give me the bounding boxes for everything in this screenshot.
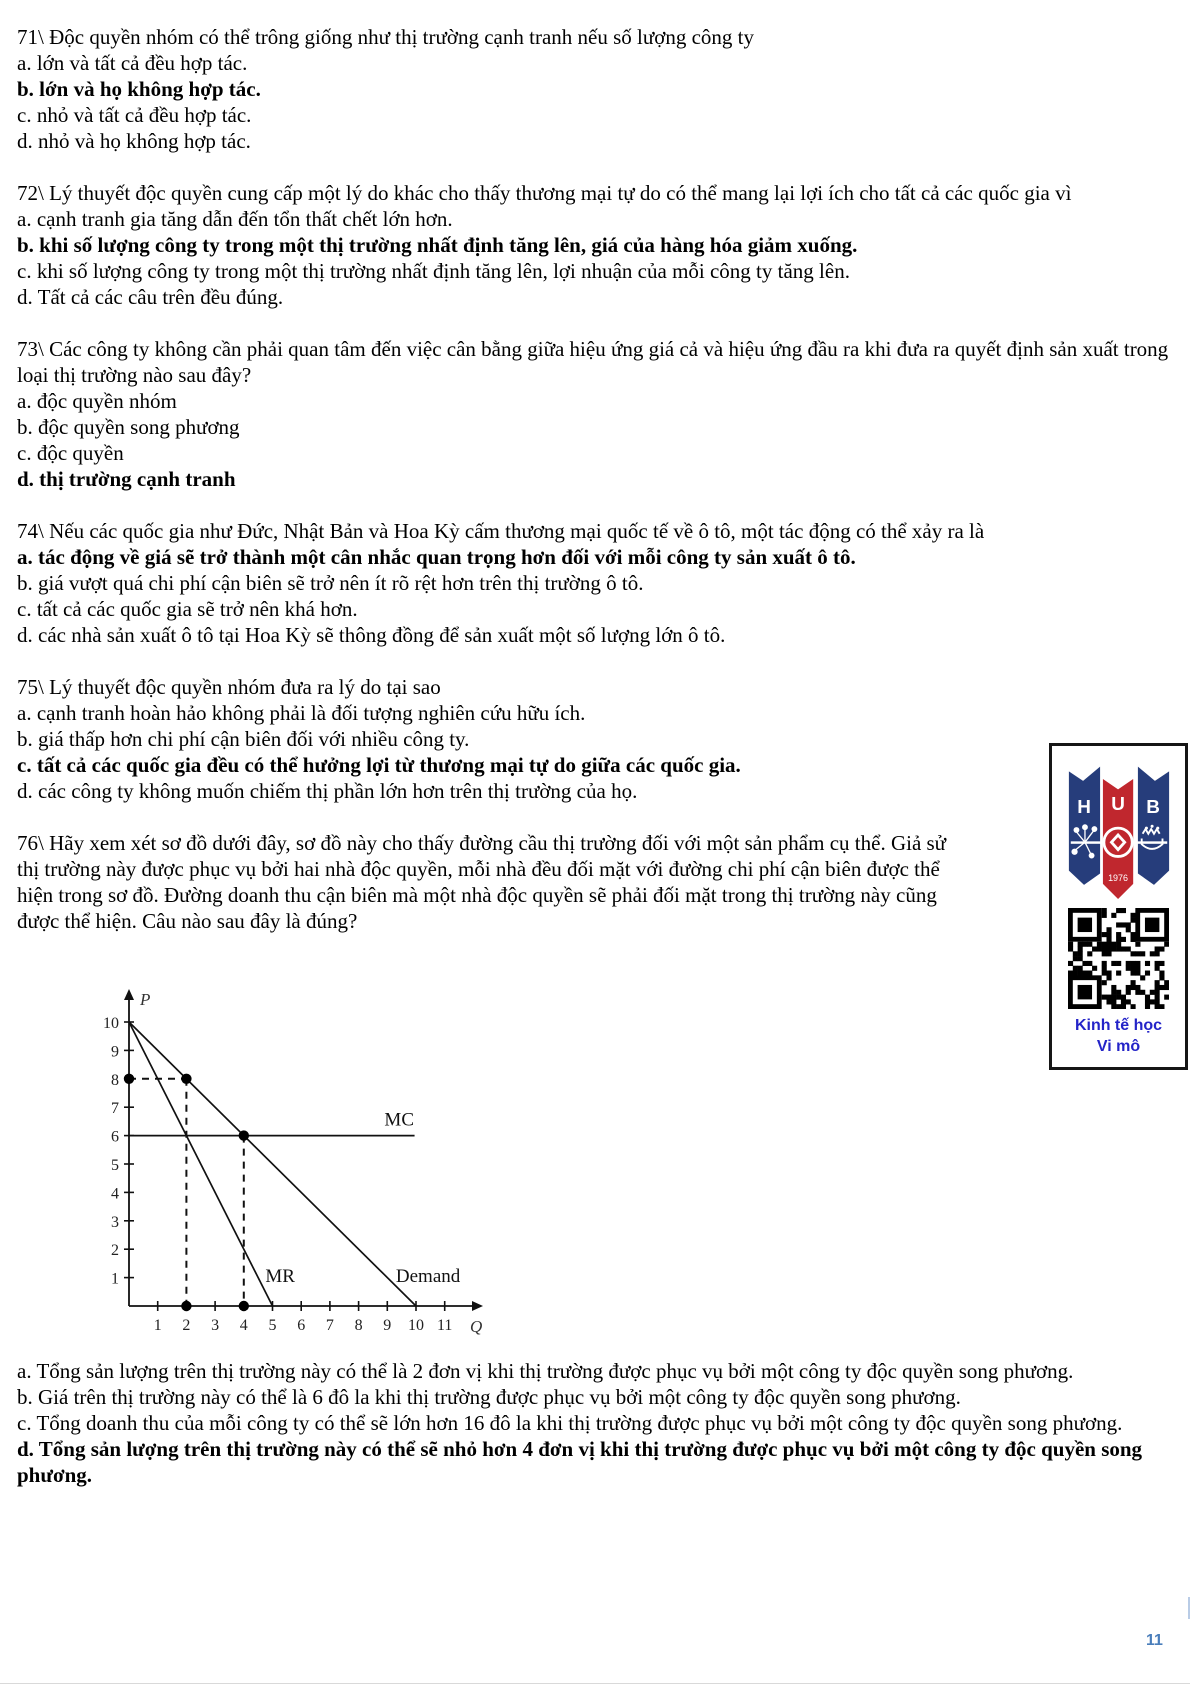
chart-canvas	[102, 988, 522, 1338]
svg-text:4: 4	[111, 1185, 119, 1203]
svg-text:10: 10	[408, 1317, 424, 1334]
svg-text:6: 6	[111, 1128, 119, 1146]
qr-code-icon	[1068, 908, 1169, 1009]
question-76-option-c: c. Tổng doanh thu của mỗi công ty có thể sẽ lớn hơn 16 đô la khi thị trường được phục vụ bởi một công ty độc quyền song phương.	[17, 1411, 1123, 1435]
svg-text:2: 2	[182, 1317, 191, 1334]
question-73-option-a: a. độc quyền nhóm	[17, 389, 177, 413]
question-75-option-a: a. cạnh tranh hoàn hảo không phải là đối tượng nghiên cứu hữu ích.	[17, 701, 586, 725]
svg-text:3: 3	[111, 1213, 119, 1231]
svg-text:B: B	[1145, 796, 1160, 818]
question-72-text: 72\ Lý thuyết độc quyền cung cấp một lý do khác cho thấy thương mại tự do có thể mang lại lợi ích cho tất cả các quốc gia vì	[17, 181, 1072, 205]
svg-text:9: 9	[383, 1317, 392, 1334]
question-73-option-d: d. thị trường cạnh tranh	[17, 467, 236, 491]
question-71-option-b: b. lớn và họ không hợp tác.	[17, 77, 261, 101]
course-caption-line1: Kinh tế học	[1074, 1017, 1163, 1034]
logo-year: 1976	[1107, 873, 1128, 884]
svg-text:Demand: Demand	[395, 1265, 461, 1287]
svg-text:1: 1	[111, 1270, 119, 1288]
svg-text:8: 8	[111, 1071, 119, 1089]
question-75-option-d: d. các công ty không muốn chiếm thị phần lớn hơn trên thị trường của họ.	[17, 779, 638, 803]
question-72	[17, 180, 1173, 310]
svg-text:1: 1	[153, 1317, 162, 1334]
svg-text:5: 5	[111, 1157, 119, 1174]
question-74-text: 74\ Nếu các quốc gia như Đức, Nhật Bản và Hoa Kỳ cấm thương mại quốc tế về ô tô, một tác động có thể xảy ra là	[17, 519, 985, 543]
quiz-content	[17, 24, 1173, 1514]
svg-text:7: 7	[111, 1100, 119, 1118]
question-76-text: 76\ Hãy xem xét sơ đồ dưới đây, sơ đồ này cho thấy đường cầu thị trường đối với một sản phẩm cụ thể. Giả sử thị trường này được phục vụ bởi hai nhà độc quyền, mỗi nhà đều đối mặt với đường chi phí cận biên được thể hiện trong sơ đồ. Đường doanh thu cận biên mà một nhà độc quyền sẽ phải đối mặt trong thị trường này cũng được thể hiện. Câu nào sau đây là đúng?	[17, 831, 947, 933]
question-74-option-d: d. các nhà sản xuất ô tô tại Hoa Kỳ sẽ thông đồng để sản xuất một số lượng lớn ô tô.	[17, 623, 726, 647]
svg-text:11: 11	[436, 1317, 453, 1334]
svg-text:3: 3	[211, 1317, 220, 1334]
svg-text:MR: MR	[265, 1265, 295, 1287]
svg-text:MC: MC	[384, 1109, 415, 1131]
question-76-option-d: d. Tổng sản lượng trên thị trường này có thể sẽ nhỏ hơn 4 đơn vị khi thị trường được phục vụ bởi một công ty độc quyền song phương.	[17, 1437, 1143, 1487]
question-72-option-b: b. khi số lượng công ty trong một thị trường nhất định tăng lên, giá của hàng hóa giảm xuống.	[17, 233, 858, 257]
course-caption	[1075, 1015, 1162, 1057]
question-72-option-d: d. Tất cả các câu trên đều đúng.	[17, 285, 284, 309]
svg-text:U: U	[1110, 794, 1125, 816]
question-73	[17, 336, 1173, 492]
question-71	[17, 24, 1173, 154]
question-71-option-d: d. nhỏ và họ không hợp tác.	[17, 129, 251, 153]
question-75-option-b: b. giá thấp hơn chi phí cận biên đối với nhiều công ty.	[17, 727, 470, 751]
question-74	[17, 518, 1173, 648]
svg-text:5: 5	[268, 1317, 277, 1334]
question-72-option-a: a. cạnh tranh gia tăng dẫn đến tổn thất chết lớn hơn.	[17, 207, 453, 231]
question-75-option-c: c. tất cả các quốc gia đều có thể hưởng lợi từ thương mại tự do giữa các quốc gia.	[17, 753, 741, 777]
hub-university-logo	[1067, 757, 1171, 903]
svg-text:H: H	[1076, 796, 1091, 818]
question-75-text: 75\ Lý thuyết độc quyền nhóm đưa ra lý do tại sao	[17, 675, 441, 699]
question-76	[17, 830, 1173, 1488]
svg-text:P: P	[140, 990, 151, 1009]
question-73-option-b: b. độc quyền song phương	[17, 415, 240, 439]
question-71-option-a: a. lớn và tất cả đều hợp tác.	[17, 51, 248, 75]
svg-text:10: 10	[103, 1015, 119, 1032]
question-76-option-a: a. Tổng sản lượng trên thị trường này có thể là 2 đơn vị khi thị trường được phục vụ bởi một công ty độc quyền song phương.	[17, 1359, 1074, 1383]
svg-text:8: 8	[354, 1317, 363, 1334]
question-74-option-c: c. tất cả các quốc gia sẽ trở nên khá hơn.	[17, 597, 358, 621]
course-badge-box	[1049, 743, 1188, 1070]
svg-text:9: 9	[111, 1043, 119, 1061]
svg-text:7: 7	[325, 1317, 334, 1334]
question-74-option-b: b. giá vượt quá chi phí cận biên sẽ trở nên ít rõ rệt hơn trên thị trường ô tô.	[17, 571, 644, 595]
question-72-option-c: c. khi số lượng công ty trong một thị trường nhất định tăng lên, lợi nhuận của mỗi công ty tăng lên.	[17, 259, 850, 283]
question-76-option-b: b. Giá trên thị trường này có thể là 6 đô la khi thị trường được phục vụ bởi một công ty độc quyền song phương.	[17, 1385, 961, 1409]
question-74-option-a: a. tác động về giá sẽ trở thành một cân nhắc quan trọng hơn đối với mỗi công ty sản xuất ô tô.	[17, 545, 856, 569]
question-73-option-c: c. độc quyền	[17, 441, 124, 465]
coin-emblem	[1103, 828, 1131, 856]
svg-text:4: 4	[239, 1317, 248, 1334]
question-73-text: 73\ Các công ty không cần phải quan tâm đến việc cân bằng giữa hiệu ứng giá cả và hiệu ứng đầu ra khi đưa ra quyết định sản xuất trong loại thị trường nào sau đây?	[17, 337, 1169, 387]
svg-text:2: 2	[111, 1242, 119, 1260]
demand-mr-mc-chart	[102, 988, 522, 1338]
page-number: 11	[1146, 1632, 1163, 1649]
svg-text:Q: Q	[470, 1317, 483, 1336]
question-75	[17, 674, 1173, 804]
course-caption-line2: Vi mô	[1096, 1038, 1141, 1055]
svg-text:6: 6	[297, 1317, 306, 1334]
question-71-option-c: c. nhỏ và tất cả đều hợp tác.	[17, 103, 252, 127]
question-71-text: 71\ Độc quyền nhóm có thể trông giống như thị trường cạnh tranh nếu số lượng công ty	[17, 25, 754, 49]
